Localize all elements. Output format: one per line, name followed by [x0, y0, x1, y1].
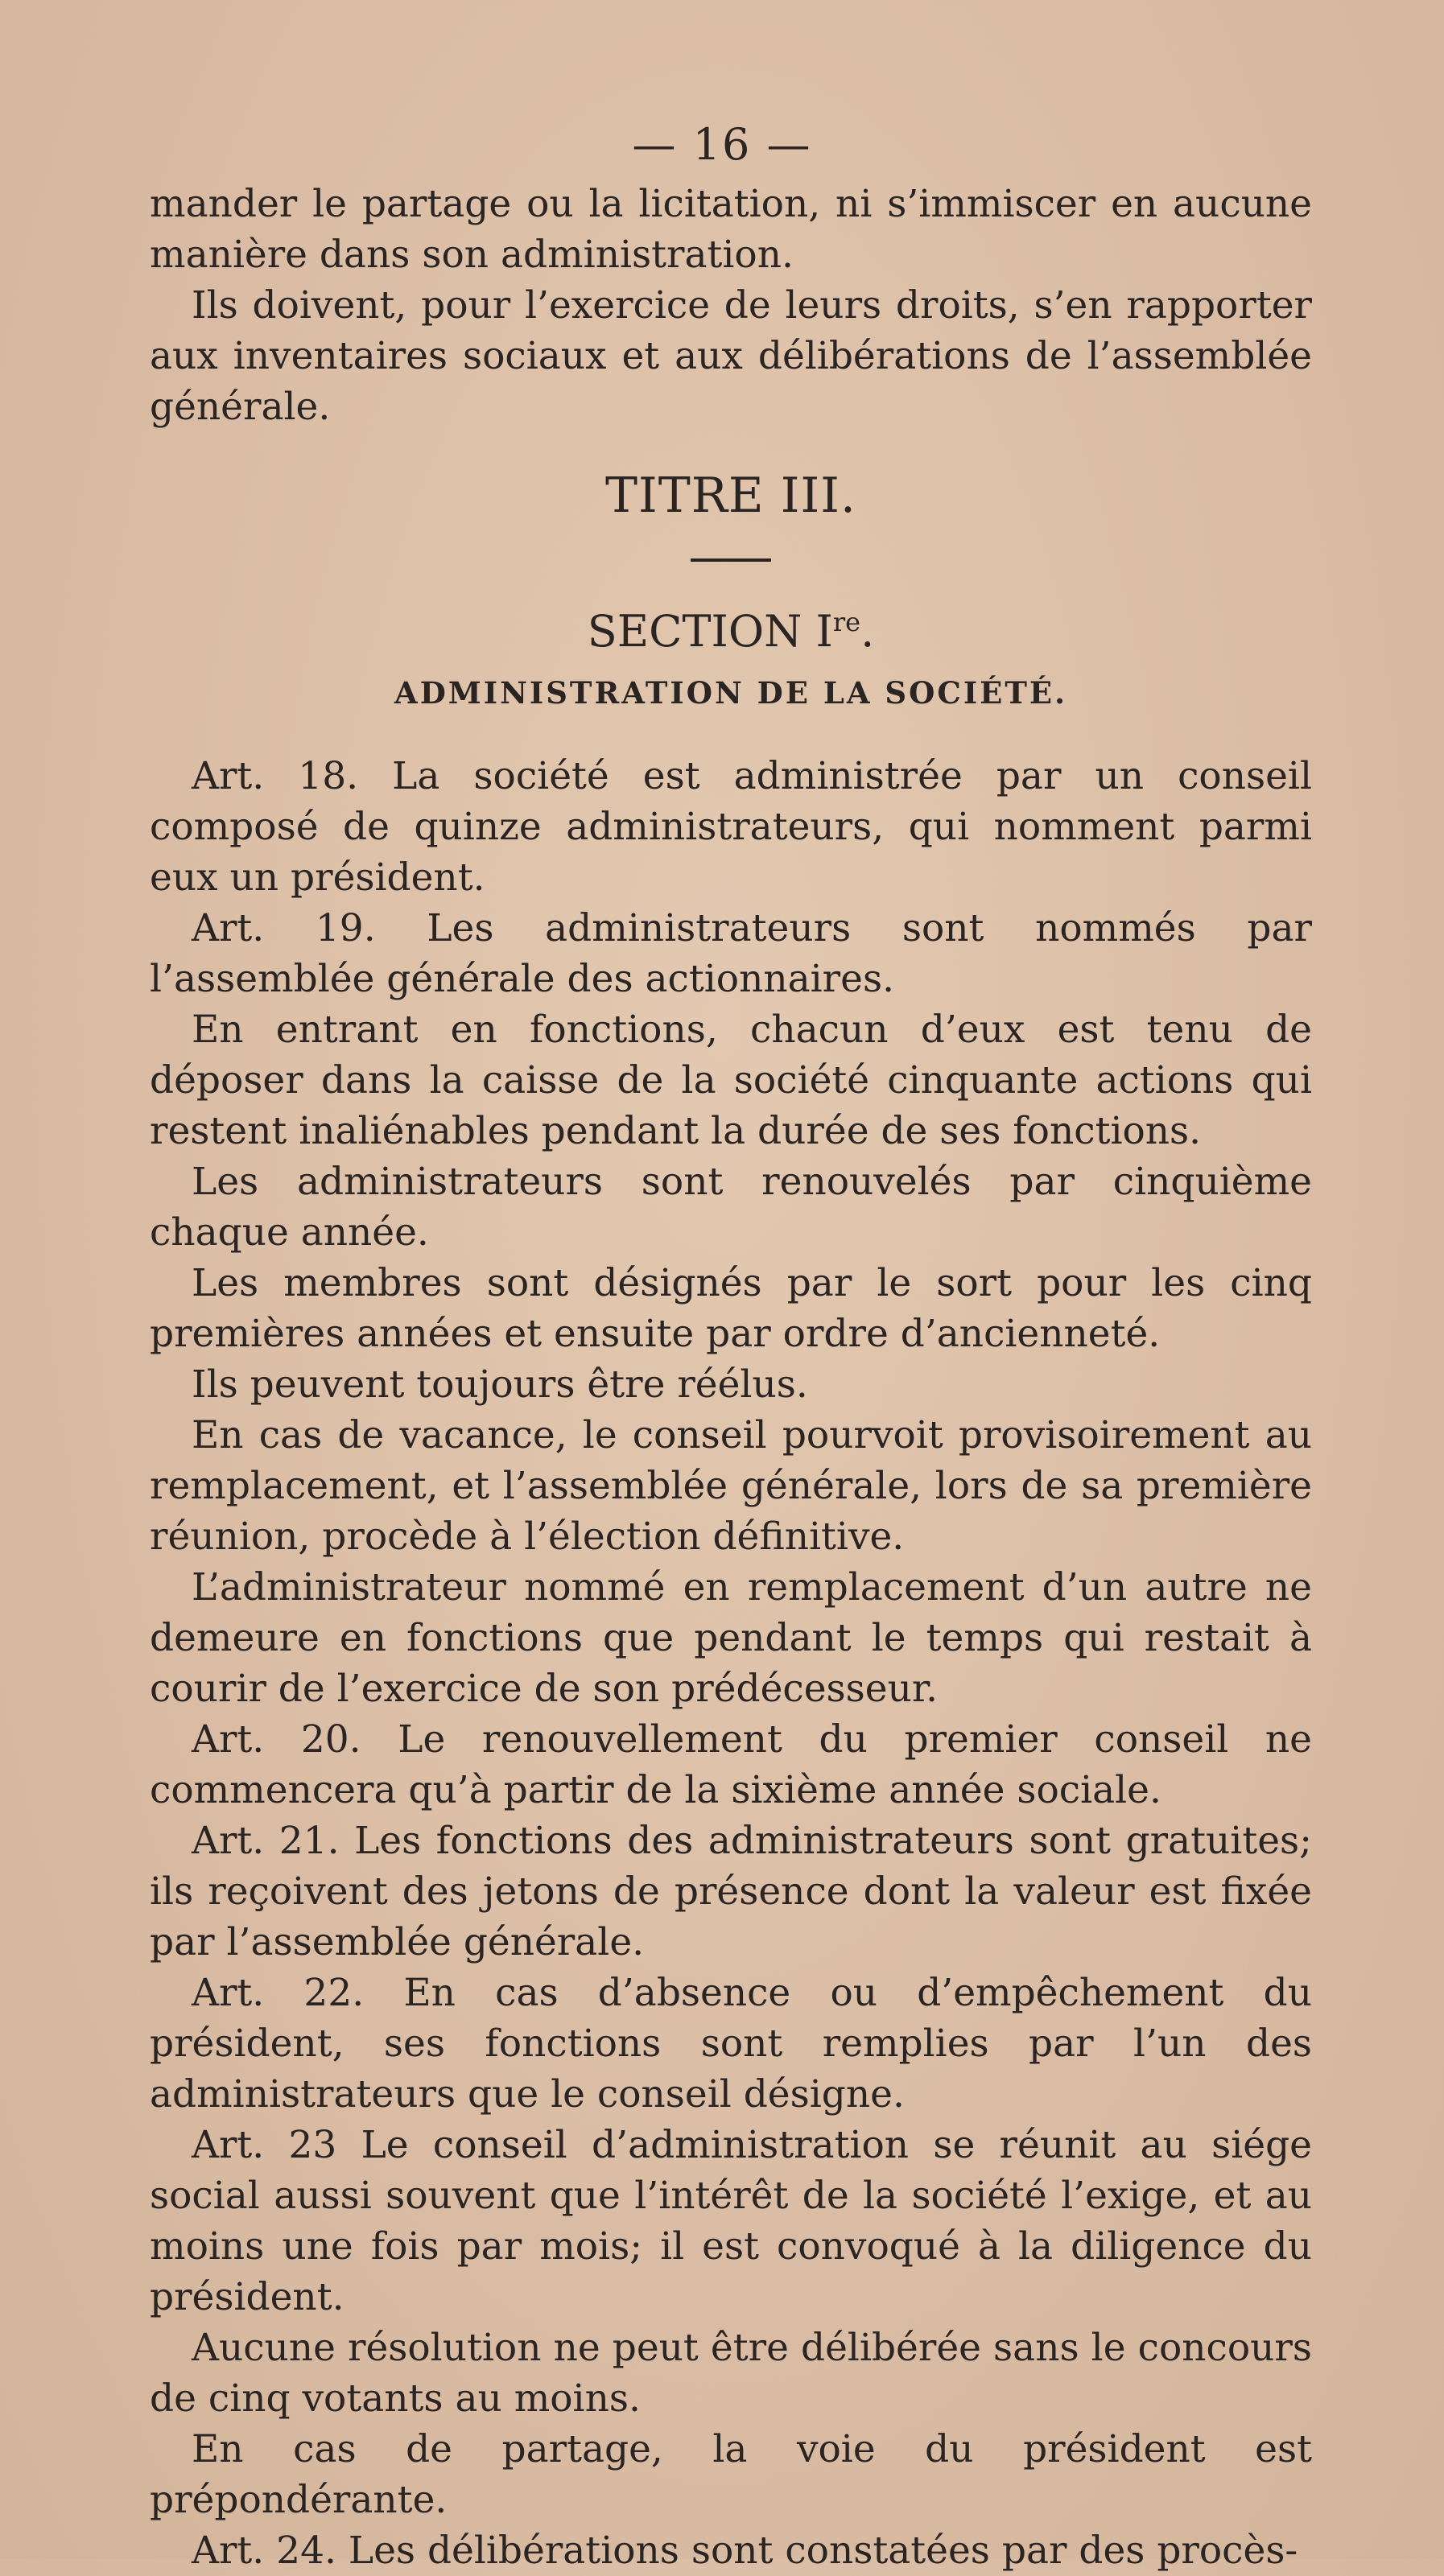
paragraph: Les administrateurs sont renouvelés par cinquième chaque année.: [150, 1160, 1312, 1255]
paragraph: Ils peuvent toujours être réélus.: [192, 1362, 808, 1407]
paragraph: L’administrateur nommé en remplacement d’un autre ne demeure en fonctions que pendant le temps qui restait à courir de l’exercice de son prédécesseur.: [150, 1565, 1312, 1711]
section-suffix: .: [860, 606, 875, 657]
paragraph-art-21: Art. 21. Les fonctions des administrateurs sont gratuites; ils reçoivent des jetons de présence dont la valeur est fixée par l’assemblée générale.: [150, 1819, 1312, 1964]
section-subtitle: ADMINISTRATION DE LA SOCIÉTÉ.: [394, 675, 1067, 711]
paragraph: En cas de vacance, le conseil pourvoit provisoirement au remplacement, et l’assemblée générale, lors de sa première réunion, procède à l’élection définitive.: [150, 1413, 1312, 1559]
paragraph: Aucune résolution ne peut être délibérée sans le concours de cinq votants au moins.: [150, 2326, 1312, 2421]
section-superscript: re: [832, 607, 861, 637]
page-number: — 16 —: [632, 119, 812, 170]
paragraph-art-22: Art. 22. En cas d’absence ou d’empêchement du président, ses fonctions sont remplies par l’un des administrateurs que le conseil désigne.: [150, 1971, 1312, 2116]
section-label: SECTION I: [587, 606, 833, 657]
paragraph: Les membres sont désignés par le sort pour les cinq premières années et ensuite par ordre d’ancienneté.: [150, 1261, 1312, 1356]
paragraph-art-19: Art. 19. Les administrateurs sont nommés par l’assemblée générale des actionnaires.: [150, 906, 1312, 1001]
paragraph-continuation: mander le partage ou la licitation, ni s’immiscer en aucune manière dans son administration.: [150, 182, 1312, 277]
title-divider: [691, 558, 771, 562]
title-heading: TITRE III.: [605, 468, 856, 524]
paragraph: Ils doivent, pour l’exercice de leurs droits, s’en rapporter aux inventaires sociaux et aux délibérations de l’assemblée générale.: [150, 283, 1312, 429]
paragraph-art-23: Art. 23 Le conseil d’administration se réunit au siége social aussi souvent que l’intérêt de la société l’exige, et au moins une fois par mois; il est convoqué à la diligence du président.: [150, 2123, 1312, 2319]
paragraph: En entrant en fonctions, chacun d’eux est tenu de déposer dans la caisse de la société cinquante actions qui restent inaliénables pendant la durée de ses fonctions.: [150, 1008, 1312, 1153]
paragraph-art-24: Art. 24. Les délibérations sont constatées par des procès-: [192, 2529, 1298, 2573]
page-body: [150, 179, 1312, 2576]
paragraph: En cas de partage, la voie du président est prépondérante.: [150, 2427, 1312, 2522]
paragraph-art-20: Art. 20. Le renouvellement du premier conseil ne commencera qu’à partir de la sixième année sociale.: [150, 1717, 1312, 1812]
paragraph-art-18: Art. 18. La société est administrée par un conseil composé de quinze administrateurs, qui nomment parmi eux un président.: [150, 754, 1312, 900]
section-heading: [150, 594, 1312, 660]
